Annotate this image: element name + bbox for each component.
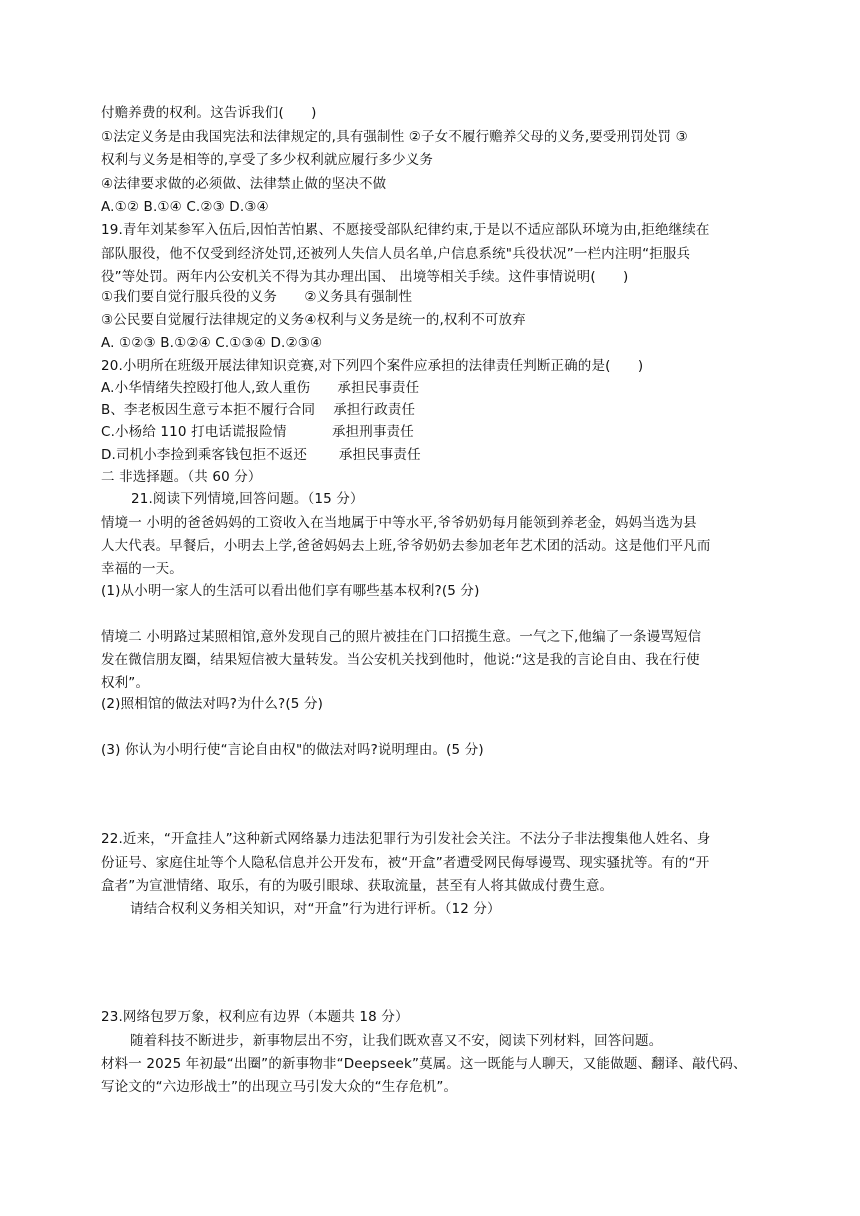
- q21-subquestion-2: (2)照相馆的做法对吗?为什么?(5 分): [101, 696, 324, 712]
- q21-scenario2: 情境二 小明路过某照相馆,意外发现自己的照片被挂在门口招揽生意。一气之下,他编了一条谩骂短信: [101, 629, 702, 645]
- q22-stem: 份证号、家庭住址等个人隐私信息并公开发布，被“开盒”者遭受网民侮辱谩骂、现实骚扰等。有的“开: [101, 855, 710, 871]
- q21-subquestion-1: (1)从小明一家人的生活可以看出他们享有哪些基本权利?(5 分): [101, 583, 480, 599]
- q20-option-c: C.小杨给 110 打电话谎报险情 承担刑事责任: [101, 424, 414, 440]
- q18-stem-tail: 付赡养费的权利。这告诉我们( ): [101, 105, 317, 121]
- q23-intro: 随着科技不断进步，新事物层出不穷，让我们既欢喜又不安，阅读下列材料，回答问题。: [130, 1033, 663, 1049]
- q18-option-line: 权利与义务是相等的,享受了多少权利就应履行多少义务: [101, 152, 434, 168]
- q19-option-line: ①我们要自觉行服兵役的义务 ②义务具有强制性: [101, 289, 413, 305]
- q21-scenario2: 权利”。: [101, 675, 150, 691]
- q20-stem: 20.小明所在班级开展法律知识竞赛,对下列四个案件应承担的法律责任判断正确的是( ): [101, 358, 644, 374]
- q21-stem: 21.阅读下列情境,回答问题。（15 分）: [131, 491, 364, 507]
- q20-option-b: B、李老板因生意亏本拒不履行合同 承担行政责任: [101, 402, 416, 418]
- q21-scenario1: 人大代表。早餐后，小明去上学,爸爸妈妈去上班,爷爷奶奶去参加老年艺术团的活动。这是他们平凡而: [101, 538, 711, 554]
- q18-option-line: ①法定义务是由我国宪法和法律规定的,具有强制性 ②子女不履行赡养父母的义务,要受刑罚处罚 ③: [101, 129, 688, 145]
- q22-stem: 盒者”为宣泄情绪、取乐，有的为吸引眼球、获取流量，甚至有人将其做成付费生意。: [101, 878, 614, 894]
- q21-scenario1: 幸福的一天。: [101, 561, 183, 577]
- q19-stem: 19.青年刘某参军入伍后,因怕苦怕累、不愿接受部队纪律约束,于是以不适应部队环境为由,拒绝继续在: [101, 222, 710, 238]
- q20-option-d: D.司机小李捡到乘客钱包拒不返还 承担民事责任: [101, 447, 421, 463]
- q22-task: 请结合权利义务相关知识，对“开盒”行为进行评析。（12 分）: [130, 901, 501, 917]
- q21-scenario2: 发在微信朋友圈，结果短信被大量转发。当公安机关找到他时，他说:“这是我的言论自由、我在行使: [101, 652, 700, 668]
- q23-material-1: 写论文的“六边形战士”的出现立马引发大众的“生存危机”。: [101, 1079, 458, 1095]
- q20-option-a: A.小华情绪失控殴打他人,致人重伤 承担民事责任: [101, 380, 420, 396]
- q23-stem: 23.网络包罗万象，权利应有边界（本题共 18 分）: [101, 1009, 409, 1025]
- q19-stem: 部队服役，他不仅受到经济处罚,还被列人失信人员名单,户信息系统"兵役状况”一栏内注明“拒服兵: [101, 246, 691, 262]
- q23-material-1: 材料一 2025 年初最“出圈”的新事物非“Deepseek”莫属。这一既能与人聊天，又能做题、翻译、敲代码、: [101, 1056, 747, 1072]
- q19-stem: 役”等处罚。两年内公安机关不得为其办理出国、 出境等相关手续。这件事情说明( ): [101, 269, 629, 285]
- section-heading: 二 非选择题。（共 60 分）: [101, 469, 262, 485]
- q19-choices: A. ①②③ B.①②④ C.①③④ D.②③④: [101, 335, 323, 351]
- q21-subquestion-3: (3) 你认为小明行使“言论自由权"的做法对吗?说明理由。(5 分): [101, 742, 484, 758]
- q22-stem: 22.近来，“开盒挂人”这种新式网络暴力违法犯罪行为引发社会关注。不法分子非法搜集他人姓名、身: [101, 831, 711, 847]
- q21-scenario1: 情境一 小明的爸爸妈妈的工资收入在当地属于中等水平,爷爷奶奶每月能领到养老金，妈妈当选为县: [101, 515, 697, 531]
- q19-option-line: ③公民要自觉履行法律规定的义务④权利与义务是统一的,权利不可放弃: [101, 312, 526, 328]
- q18-option-line: ④法律要求做的必须做、法律禁止做的坚决不做: [101, 176, 387, 192]
- q18-choices: A.①② B.①④ C.②③ D.③④: [101, 199, 269, 215]
